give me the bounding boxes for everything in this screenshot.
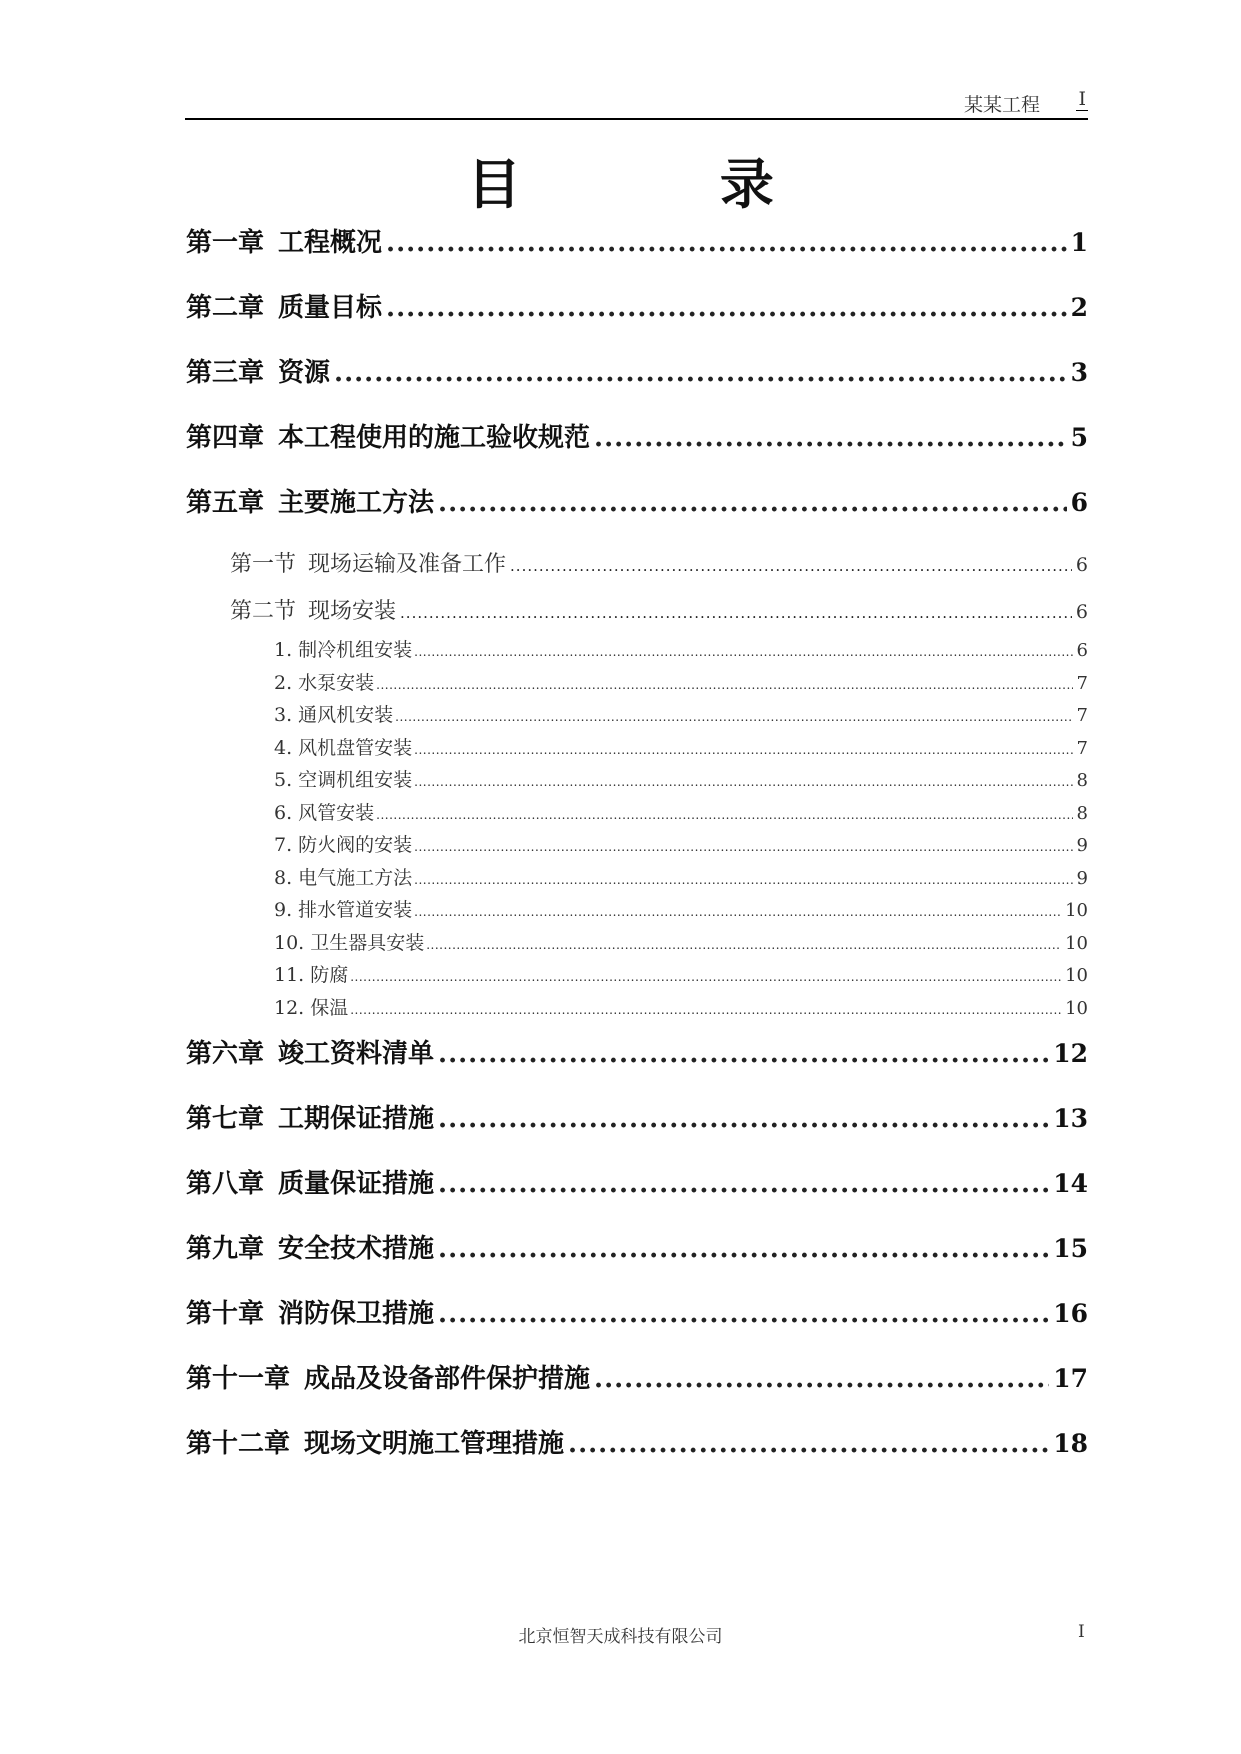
toc-entry-title: 空调机组安装 [298,769,413,791]
toc-chapter-entry[interactable] [186,1163,1088,1228]
toc-entry-page: 18 [1053,1429,1088,1458]
toc-dot-leader [414,873,1072,887]
toc-entry-title: 水泵安装 [298,671,375,694]
toc-entry-title: 卫生器具安装 [310,931,425,954]
toc-entry-number: 2. [274,671,293,694]
toc-entry-title: 消防保卫措施 [278,1299,435,1329]
toc-entry-label [274,700,393,727]
toc-dot-leader [350,970,1061,984]
toc-entry-number: 第四章 [186,423,265,453]
toc-dot-leader [438,1299,1049,1329]
toc-chapter-entry[interactable] [186,222,1088,287]
toc-section-entry[interactable] [186,594,1088,641]
toc-chapter-entry[interactable] [186,1228,1088,1293]
toc-item-entry[interactable] [186,993,1088,1026]
toc-entry-title: 资源 [278,358,331,388]
toc-entry-label [186,1098,434,1135]
toc-entry-page: 10 [1065,965,1088,986]
toc-entry-page: 8 [1076,770,1088,791]
toc-entry-page: 9 [1076,835,1088,856]
toc-entry-label [186,287,382,324]
toc-item-entry[interactable] [186,700,1088,733]
toc-dot-leader [350,1003,1061,1017]
toc-entry-label [230,594,396,625]
toc-item-entry[interactable] [186,635,1088,668]
toc-entry-label [186,222,382,259]
toc-entry-number: 1. [274,639,293,661]
toc-entry-label [274,798,374,825]
table-of-contents [186,222,1088,1488]
toc-dot-leader [400,604,1072,622]
toc-dot-leader [414,840,1072,854]
toc-dot-leader [438,1234,1049,1264]
toc-entry-page: 8 [1076,802,1088,824]
toc-entry-title: 工程概况 [278,228,383,258]
toc-entry-label [186,417,590,454]
toc-entry-number: 6. [274,801,293,824]
toc-entry-label [186,1358,590,1395]
toc-entry-label [274,733,412,760]
toc-entry-page: 10 [1065,932,1088,954]
toc-dot-leader [426,938,1061,952]
toc-entry-title: 现场运输及准备工作 [308,552,507,577]
toc-entry-label [230,547,506,578]
toc-entry-number: 11. [274,964,305,986]
toc-entry-number: 10. [274,931,305,954]
page-title: 目 录 [467,153,864,216]
toc-dot-leader [568,1429,1049,1459]
toc-entry-number: 12. [274,996,305,1019]
toc-entry-page: 16 [1053,1299,1088,1328]
toc-item-entry[interactable] [186,830,1088,863]
toc-entry-label [274,895,412,922]
toc-dot-leader [414,743,1072,757]
toc-entry-label [274,993,348,1020]
toc-entry-title: 排水管道安装 [298,899,413,921]
toc-entry-title: 主要施工方法 [278,488,435,518]
footer-page-number: I [1078,1622,1085,1642]
toc-dot-leader [386,228,1067,258]
toc-entry-page: 10 [1065,997,1088,1019]
toc-chapter-entry[interactable] [186,1033,1088,1098]
toc-entry-page: 7 [1076,737,1088,759]
toc-entry-number: 第二章 [186,293,265,323]
toc-entry-title: 质量保证措施 [278,1169,435,1199]
toc-chapter-entry[interactable] [186,482,1088,547]
toc-entry-page: 6 [1076,640,1088,661]
toc-entry-number: 3. [274,704,293,726]
toc-entry-page: 13 [1053,1104,1088,1133]
toc-entry-title: 安全技术措施 [278,1234,435,1264]
toc-entry-number: 第八章 [186,1169,265,1199]
toc-item-entry[interactable] [186,895,1088,928]
toc-entry-label [274,928,424,955]
toc-entry-title: 现场安装 [308,599,397,624]
toc-entry-label [274,863,412,890]
toc-dot-leader [414,905,1061,919]
toc-chapter-entry[interactable] [186,1358,1088,1423]
toc-entry-title: 成品及设备部件保护措施 [304,1364,591,1394]
toc-entry-title: 竣工资料清单 [278,1039,435,1069]
toc-entry-title: 防腐 [310,964,349,986]
toc-item-entry[interactable] [186,765,1088,798]
header-title: 某某工程 [963,94,1040,116]
toc-dot-leader [386,293,1067,323]
toc-entry-number: 5. [274,769,293,791]
toc-entry-number: 第十二章 [186,1429,291,1459]
toc-entry-page: 14 [1053,1169,1088,1198]
toc-entry-label [186,482,434,519]
toc-entry-number: 8. [274,866,293,889]
toc-entry-number: 第二节 [230,599,297,624]
page-header [185,84,1088,120]
toc-entry-title: 通风机安装 [298,704,394,726]
toc-entry-title: 制冷机组安装 [298,639,413,661]
toc-entry-label [274,830,412,857]
toc-dot-leader [438,488,1067,518]
toc-entry-page: 7 [1076,705,1088,726]
toc-chapter-entry[interactable] [186,287,1088,352]
toc-dot-leader [414,645,1072,659]
toc-dot-leader [594,423,1067,453]
toc-entry-number: 4. [274,736,293,759]
toc-chapter-entry[interactable] [186,417,1088,482]
toc-chapter-entry[interactable] [186,1293,1088,1358]
toc-dot-leader [438,1169,1049,1199]
toc-entry-page: 7 [1076,672,1088,694]
toc-entry-title: 本工程使用的施工验收规范 [278,423,591,453]
toc-item-entry[interactable] [186,928,1088,961]
toc-entry-label [186,1423,564,1460]
toc-item-entry[interactable] [186,668,1088,701]
toc-section-entry[interactable] [186,547,1088,594]
toc-item-entry[interactable] [186,733,1088,766]
toc-entry-title: 电气施工方法 [298,866,413,889]
toc-entry-number: 7. [274,834,293,856]
footer-company: 北京恒智天成科技有限公司 [518,1627,723,1647]
toc-entry-label [186,1228,434,1265]
toc-dot-leader [395,710,1072,724]
toc-item-entry[interactable] [186,863,1088,896]
toc-entry-page: 6 [1075,554,1088,576]
toc-entry-label [274,960,348,987]
toc-entry-page: 6 [1070,488,1088,517]
toc-chapter-entry[interactable] [186,1423,1088,1488]
toc-chapter-entry[interactable] [186,1098,1088,1163]
toc-entry-page: 17 [1053,1364,1088,1393]
toc-entry-page: 1 [1070,228,1088,257]
toc-entry-label [186,352,330,389]
toc-entry-number: 9. [274,899,293,921]
toc-entry-page: 15 [1053,1234,1088,1263]
toc-entry-title: 工期保证措施 [278,1104,435,1134]
toc-entry-page: 9 [1076,867,1088,889]
toc-entry-title: 保温 [310,996,349,1019]
toc-entry-label [186,1293,434,1330]
toc-dot-leader [510,557,1072,575]
toc-entry-label [274,668,374,695]
toc-entry-number: 第十章 [186,1299,265,1329]
toc-entry-label [274,635,412,662]
toc-entry-number: 第六章 [186,1039,265,1069]
toc-dot-leader [438,1039,1049,1069]
toc-item-entry[interactable] [186,960,1088,993]
toc-entry-page: 6 [1075,601,1088,623]
toc-entry-page: 10 [1065,900,1088,921]
toc-entry-page: 2 [1070,293,1088,322]
toc-entry-number: 第十一章 [186,1364,291,1394]
toc-entry-label [186,1033,434,1070]
toc-entry-page: 12 [1053,1039,1088,1068]
toc-entry-number: 第七章 [186,1104,265,1134]
toc-entry-number: 第九章 [186,1234,265,1264]
toc-dot-leader [376,678,1072,692]
toc-entry-number: 第一节 [230,552,297,577]
toc-dot-leader [334,358,1067,388]
toc-entry-title: 风管安装 [298,801,375,824]
toc-dot-leader [414,775,1072,789]
toc-entry-title: 风机盘管安装 [298,736,413,759]
header-page-number: I [1078,88,1086,110]
toc-entry-title: 质量目标 [278,293,383,323]
toc-entry-number: 第一章 [186,228,265,258]
toc-entry-number: 第三章 [186,358,265,388]
toc-entry-number: 第五章 [186,488,265,518]
toc-entry-page: 5 [1070,423,1088,452]
toc-entry-label [274,765,412,792]
toc-item-entry[interactable] [186,798,1088,831]
toc-dot-leader [376,808,1072,822]
toc-entry-title: 防火阀的安装 [298,834,413,856]
toc-entry-page: 3 [1070,358,1088,387]
toc-dot-leader [594,1364,1049,1394]
toc-entry-title: 现场文明施工管理措施 [304,1429,565,1459]
toc-entry-label [186,1163,434,1200]
toc-dot-leader [438,1104,1049,1134]
toc-chapter-entry[interactable] [186,352,1088,417]
